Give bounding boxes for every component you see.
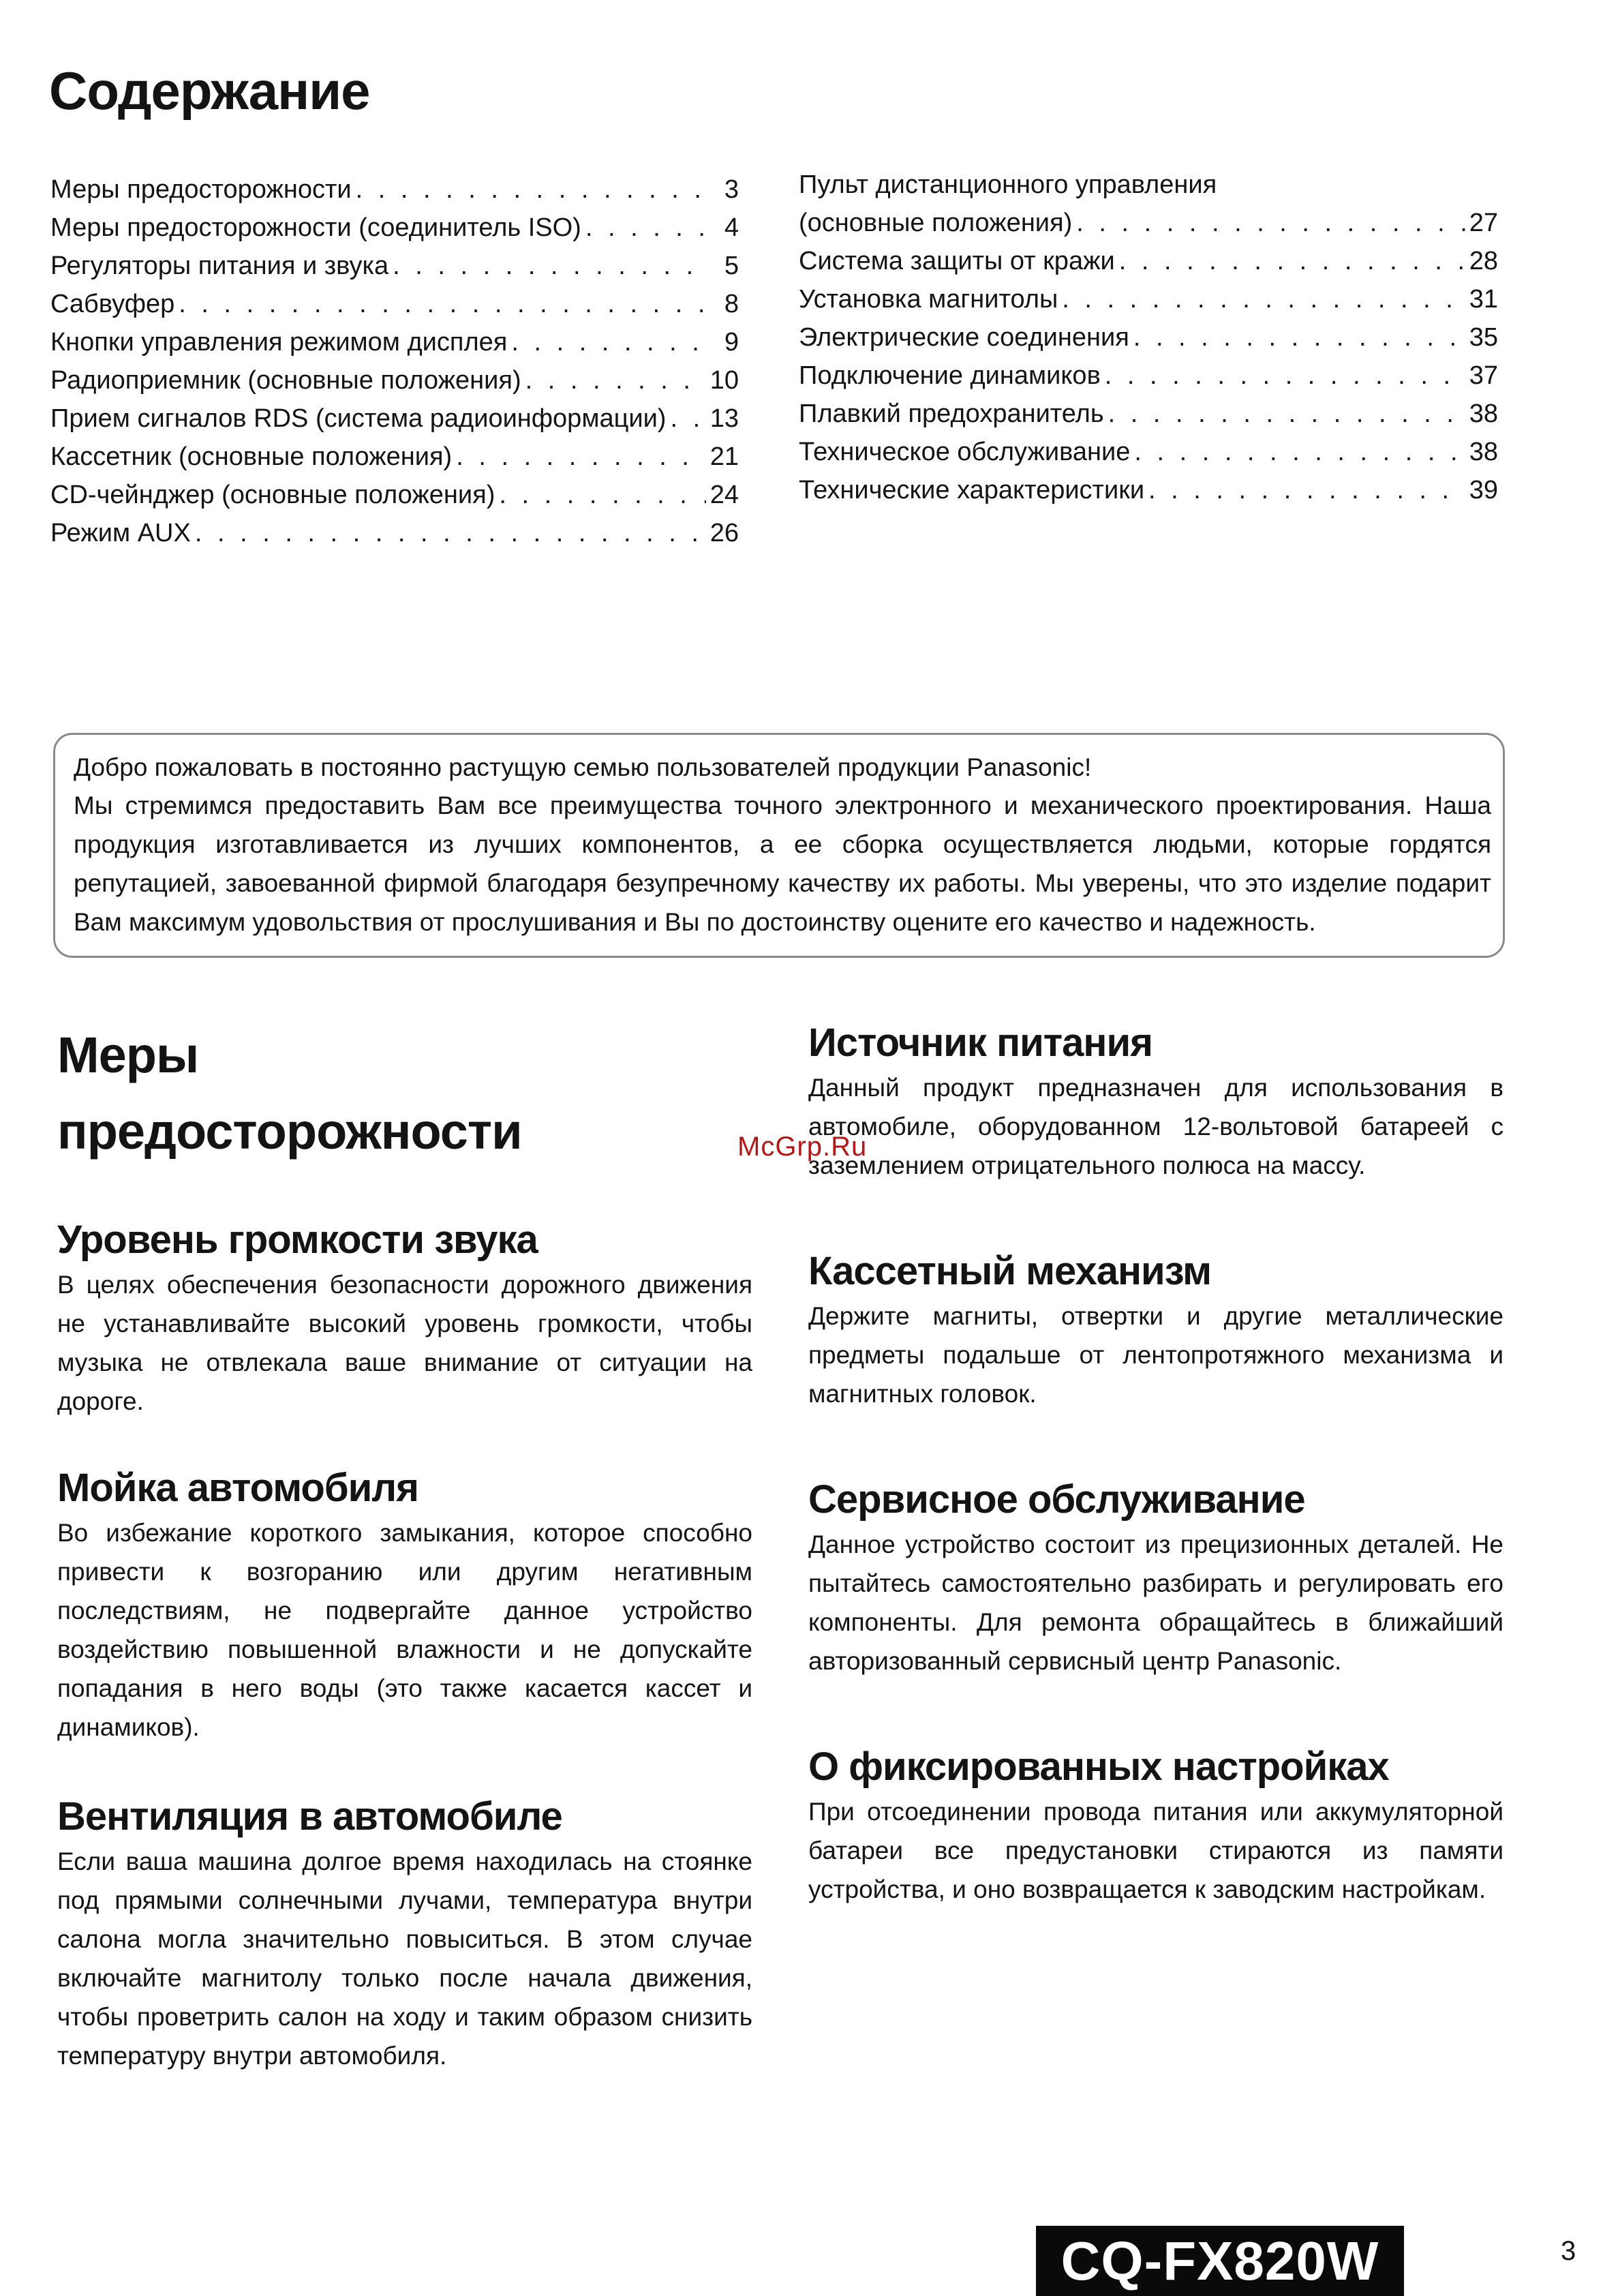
toc-leader-dots [1076, 204, 1465, 242]
section-text-service: Данное устройство состоит из прецизионных деталей. Не пытайтесь самостоятельно разбирать и регулировать его компоненты. Для ремонта обращайтесь в ближайший авторизованный сервисный центр Panasonic. [808, 1530, 1503, 1675]
toc-leader-dots [499, 476, 705, 514]
toc-page-number: 38 [1469, 399, 1498, 428]
toc-entry-heading[interactable]: Пульт дистанционного управления [799, 170, 1217, 199]
toc-entry[interactable] [799, 280, 1498, 318]
toc-page-number: 31 [1469, 285, 1498, 314]
toc-entry-text: Техническое обслуживание [799, 438, 1131, 466]
section-heading-presets: О фиксированных настройках [808, 1744, 1389, 1789]
toc-entry[interactable] [50, 438, 739, 476]
toc-page-number: 8 [724, 290, 739, 318]
toc-entry-text: Электрические соединения [799, 323, 1129, 352]
toc-entry[interactable] [50, 361, 739, 399]
toc-page-number: 13 [709, 404, 739, 433]
toc-entry-text: Плавкий предохранитель [799, 399, 1104, 428]
toc-page-number: 39 [1469, 476, 1498, 504]
welcome-greeting: Добро пожаловать в постоянно растущую семью пользователей продукции Panasonic! [74, 753, 1092, 781]
welcome-message [74, 749, 1491, 941]
toc-leader-dots [1062, 280, 1465, 318]
toc-page-number: 9 [724, 328, 739, 357]
toc-entry-text: Радиоприемник (основные положения) [50, 366, 521, 395]
watermark: McGrp.Ru [737, 1132, 868, 1162]
toc-entry[interactable] [799, 318, 1498, 357]
toc-leader-dots [1148, 471, 1465, 509]
toc-entry[interactable] [799, 204, 1498, 242]
toc-entry[interactable] [799, 395, 1498, 433]
toc-page-number: 21 [709, 442, 739, 471]
section-text-volume: В целях обеспечения безопасности дорожного движения не устанавливайте высокий уровень громкости, чтобы музыка не отвлекала ваше внимание от ситуации на дороге. [57, 1271, 752, 1415]
toc-entry-text: Сабвуфер [50, 290, 175, 318]
toc-page-number: 5 [724, 252, 739, 280]
toc-entry[interactable] [799, 471, 1498, 509]
toc-leader-dots [511, 323, 707, 361]
toc-leader-dots [195, 514, 706, 552]
toc-entry[interactable] [50, 323, 739, 361]
toc-leader-dots [585, 209, 707, 247]
toc-title: Содержание [49, 61, 370, 121]
toc-page-number: 28 [1469, 247, 1498, 275]
toc-entry[interactable] [50, 514, 739, 552]
section-text-car-wash: Во избежание короткого замыкания, которое способно привести к возгоранию или другим негативным последствиям, не подвергайте данное устройство воздействию повышенной влажности и не допускайте попадания в него воды (это также касается кассет и динамиков). [57, 1519, 752, 1741]
toc-entry-text: (основные положения) [799, 209, 1073, 237]
toc-entry[interactable] [50, 170, 739, 209]
section-heading-ventilation: Вентиляция в автомобиле [57, 1794, 562, 1839]
toc-page-number: 26 [709, 519, 739, 547]
toc-page-number: 3 [724, 175, 739, 204]
toc-entry[interactable] [50, 399, 739, 438]
toc-leader-dots [1105, 357, 1465, 395]
page-number: 3 [1561, 2236, 1576, 2266]
toc-entry-text: Кнопки управления режимом дисплея [50, 328, 508, 357]
toc-leader-dots [179, 285, 707, 323]
toc-right-column [799, 166, 1498, 509]
toc-leader-dots [1133, 318, 1465, 357]
welcome-body: Мы стремимся предоставить Вам все преимущества точного электронного и механического проектирования. Наша продукция изготавливается из лучших компонентов, а ее сборка осуществляется людьми, которые гордятся репутацией, завоеванной фирмой благодаря безупречному качеству их работы. Мы уверены, что это изделие подарит Вам максимум удовольствия от прослушивания и Вы по достоинству оцените его качество и надежность. [74, 791, 1491, 936]
toc-entry-text: Меры предосторожности (соединитель ISO) [50, 213, 581, 242]
toc-entry-text: Кассетник (основные положения) [50, 442, 453, 471]
toc-page-number: 10 [709, 366, 739, 395]
section-heading-car-wash: Мойка автомобиля [57, 1466, 418, 1510]
section-text-presets: При отсоединении провода питания или аккумуляторной батареи все предустановки стираются из памяти устройства, и оно возвращается к заводским настройкам. [808, 1798, 1503, 1903]
toc-entry[interactable] [50, 247, 739, 285]
precautions-left-column [57, 1017, 752, 2075]
model-badge: CQ-FX820W [1036, 2226, 1404, 2296]
toc-entry[interactable] [50, 285, 739, 323]
toc-leader-dots [1108, 395, 1465, 433]
toc-entry-text: Регуляторы питания и звука [50, 252, 389, 280]
toc-leader-dots [1119, 242, 1465, 280]
section-heading-power-source: Источник питания [808, 1021, 1152, 1065]
toc-leader-dots [393, 247, 707, 285]
toc-page-number: 27 [1469, 209, 1498, 237]
precautions-title-line2: предосторожности [57, 1103, 522, 1160]
toc-entry[interactable] [799, 242, 1498, 280]
section-heading-cassette: Кассетный механизм [808, 1249, 1211, 1293]
toc-entry[interactable] [50, 476, 739, 514]
section-text-ventilation: Если ваша машина долгое время находилась на стоянке под прямыми солнечными лучами, температура внутри салона могла значительно повыситься. В этом случае включайте магнитолу только после начала движения, чтобы проветрить салон на ходу и таким образом снизить температуру внутри автомобиля. [57, 1847, 752, 2070]
toc-entry-text: CD-чейнджер (основные положения) [50, 481, 495, 509]
toc-entry-text: Прием сигналов RDS (система радиоинформации) [50, 404, 667, 433]
toc-page-number: 4 [724, 213, 739, 242]
toc-page-number: 35 [1469, 323, 1498, 352]
toc-left-column [50, 170, 739, 552]
toc-entry[interactable] [50, 209, 739, 247]
toc-page-number: 38 [1469, 438, 1498, 466]
toc-leader-dots [356, 170, 707, 209]
toc-entry-text: Технические характеристики [799, 476, 1145, 504]
toc-entry[interactable] [799, 433, 1498, 471]
precautions-right-column [808, 1019, 1503, 1909]
precautions-title-line1: Меры [57, 1027, 199, 1083]
toc-entry-text: Подключение динамиков [799, 361, 1101, 390]
toc-entry-text: Режим AUX [50, 519, 191, 547]
toc-page-number: 24 [709, 481, 739, 509]
toc-entry-text: Система защиты от кражи [799, 247, 1115, 275]
toc-entry[interactable] [799, 357, 1498, 395]
section-heading-volume: Уровень громкости звука [57, 1218, 538, 1262]
section-heading-service: Сервисное обслуживание [808, 1477, 1305, 1522]
toc-leader-dots [670, 399, 705, 438]
toc-page-number: 37 [1469, 361, 1498, 390]
section-text-cassette: Держите магниты, отвертки и другие металлические предметы подальше от лентопротяжного механизма и магнитных головок. [808, 1302, 1503, 1408]
toc-leader-dots [525, 361, 706, 399]
toc-entry-text: Меры предосторожности [50, 175, 352, 204]
toc-entry-text: Установка магнитолы [799, 285, 1058, 314]
toc-leader-dots [456, 438, 706, 476]
section-text-power-source: Данный продукт предназначен для использования в автомобиле, оборудованном 12-вольтовой батареей с заземлением отрицательного полюса на массу. [808, 1074, 1503, 1179]
toc-leader-dots [1134, 433, 1465, 471]
